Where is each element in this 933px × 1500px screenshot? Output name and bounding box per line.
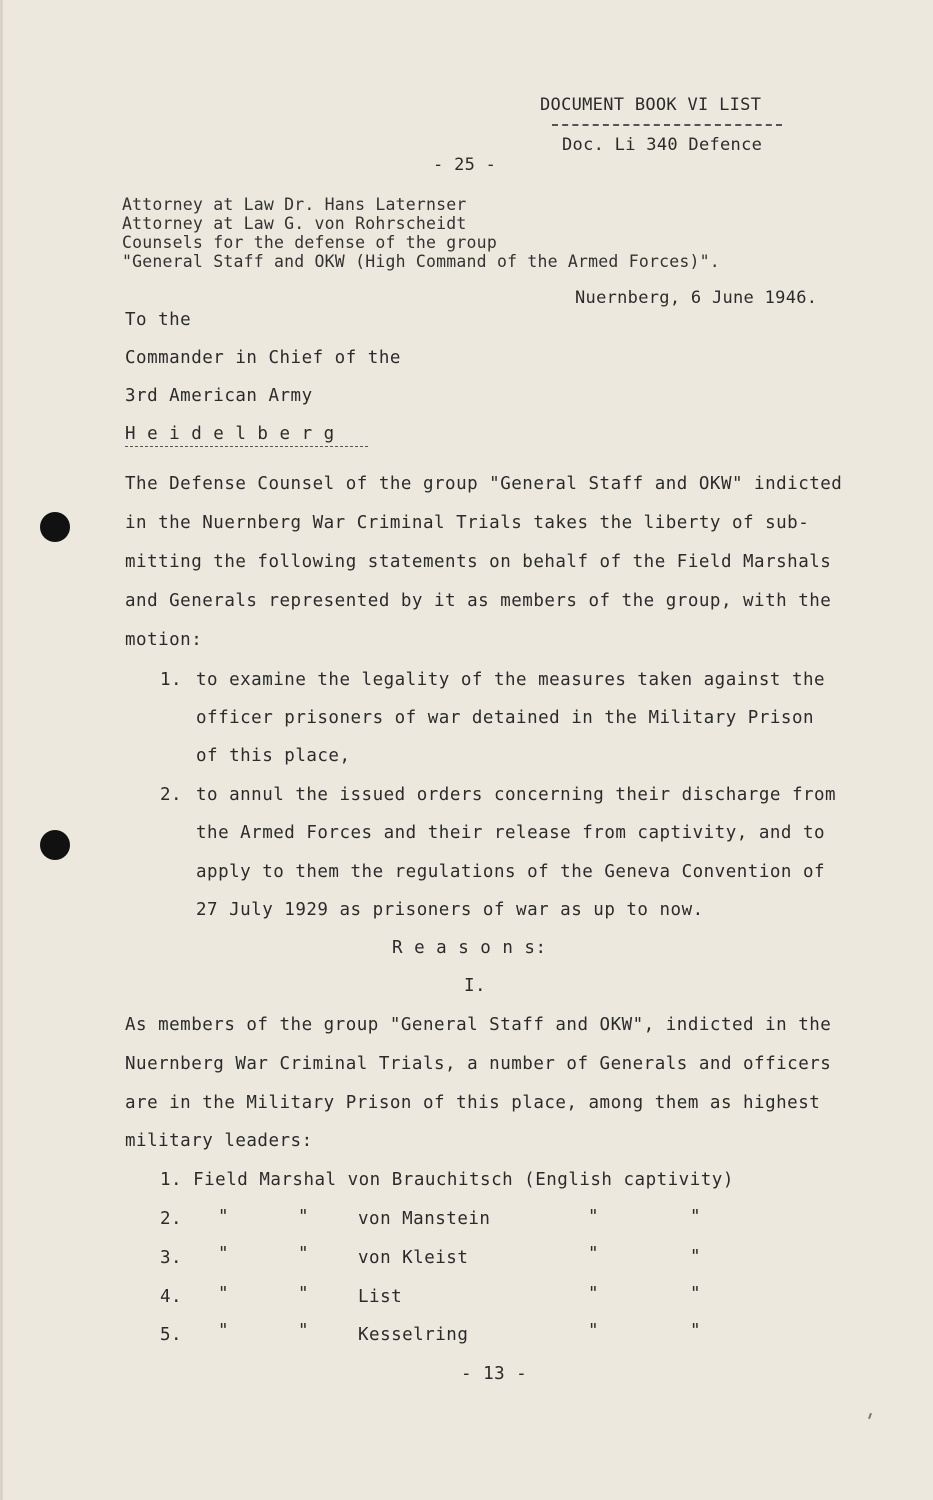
ditto-mark: "	[588, 1284, 600, 1304]
motion-line: officer prisoners of war detained in the Military Prison	[196, 708, 815, 728]
ditto-mark: "	[218, 1284, 230, 1304]
page-number-top: - 25 -	[433, 155, 497, 175]
motion-number: 2.	[160, 785, 183, 805]
motion-line: the Armed Forces and their release from captivity, and to	[196, 823, 826, 843]
ditto-mark: "	[298, 1321, 310, 1341]
punch-hole	[40, 512, 70, 542]
attorney-line: Attorney at Law G. von Rohrscheidt	[122, 214, 467, 233]
ditto-mark: "	[218, 1207, 230, 1227]
ditto-mark: "	[588, 1207, 600, 1227]
attorney-line: "General Staff and OKW (High Command of the Armed Forces)".	[122, 252, 720, 271]
reasons-line: military leaders:	[125, 1131, 313, 1151]
attorney-line: Counsels for the defense of the group	[122, 233, 497, 252]
document-book-title: DOCUMENT BOOK VI LIST	[540, 95, 762, 115]
intro-line: and Generals represented by it as members of the group, with the	[125, 591, 832, 611]
document-number: Doc. Li 340 Defence	[562, 135, 763, 155]
punch-hole	[40, 830, 70, 860]
leader-number: 2.	[160, 1209, 183, 1229]
motion-line: to annul the issued orders concerning their discharge from	[196, 785, 837, 805]
reasons-line: Nuernberg War Criminal Trials, a number of Generals and officers	[125, 1054, 832, 1074]
reasons-line: are in the Military Prison of this place, among them as highest	[125, 1093, 821, 1113]
motion-number: 1.	[160, 670, 183, 690]
leader-name: von Kleist	[358, 1248, 469, 1268]
ditto-mark: "	[298, 1207, 310, 1227]
page-number-bottom: - 13 -	[461, 1364, 528, 1384]
ditto-mark: "	[298, 1244, 310, 1264]
ditto-mark: "	[690, 1321, 702, 1341]
leader-name: von Manstein	[358, 1209, 491, 1229]
reasons-line: As members of the group "General Staff and OKW", indicted in the	[125, 1015, 832, 1035]
motion-line: to examine the legality of the measures taken against the	[196, 670, 826, 690]
addressee-line: To the	[125, 310, 192, 330]
leader-row: 1. Field Marshal von Brauchitsch (English captivity)	[160, 1170, 734, 1190]
ditto-mark: "	[690, 1207, 702, 1227]
leader-number: 5.	[160, 1325, 183, 1345]
ditto-mark: "	[690, 1247, 702, 1267]
motion-line: 27 July 1929 as prisoners of war as up to now.	[196, 900, 704, 920]
reasons-title: R e a s o n s:	[392, 938, 547, 958]
ditto-mark: "	[218, 1244, 230, 1264]
leader-name: Kesselring	[358, 1325, 469, 1345]
attorney-line: Attorney at Law Dr. Hans Laternser	[122, 195, 467, 214]
motion-line: apply to them the regulations of the Geneva Convention of	[196, 862, 826, 882]
place-date: Nuernberg, 6 June 1946.	[575, 288, 818, 308]
intro-line: mitting the following statements on behalf of the Field Marshals	[125, 552, 832, 572]
intro-line: in the Nuernberg War Criminal Trials takes the liberty of sub-	[125, 513, 810, 533]
ditto-mark: "	[218, 1321, 230, 1341]
ditto-mark: "	[690, 1284, 702, 1304]
addressee-line: Commander in Chief of the	[125, 348, 401, 368]
intro-line: motion:	[125, 630, 203, 650]
addressee-line: 3rd American Army	[125, 386, 313, 406]
ditto-mark: "	[588, 1321, 600, 1341]
motion-line: of this place,	[196, 746, 351, 766]
leader-number: 3.	[160, 1248, 183, 1268]
title-underline	[552, 124, 782, 126]
intro-line: The Defense Counsel of the group "General Staff and OKW" indicted	[125, 474, 843, 494]
page-edge	[0, 0, 3, 1500]
addressee-city: H e i d e l b e r g	[125, 424, 335, 444]
pencil-mark	[868, 1413, 872, 1419]
leader-number: 4.	[160, 1287, 183, 1307]
ditto-mark: "	[588, 1244, 600, 1264]
leader-name: List	[358, 1287, 403, 1307]
section-numeral: I.	[464, 976, 487, 996]
city-underline	[125, 446, 368, 447]
ditto-mark: "	[298, 1284, 310, 1304]
